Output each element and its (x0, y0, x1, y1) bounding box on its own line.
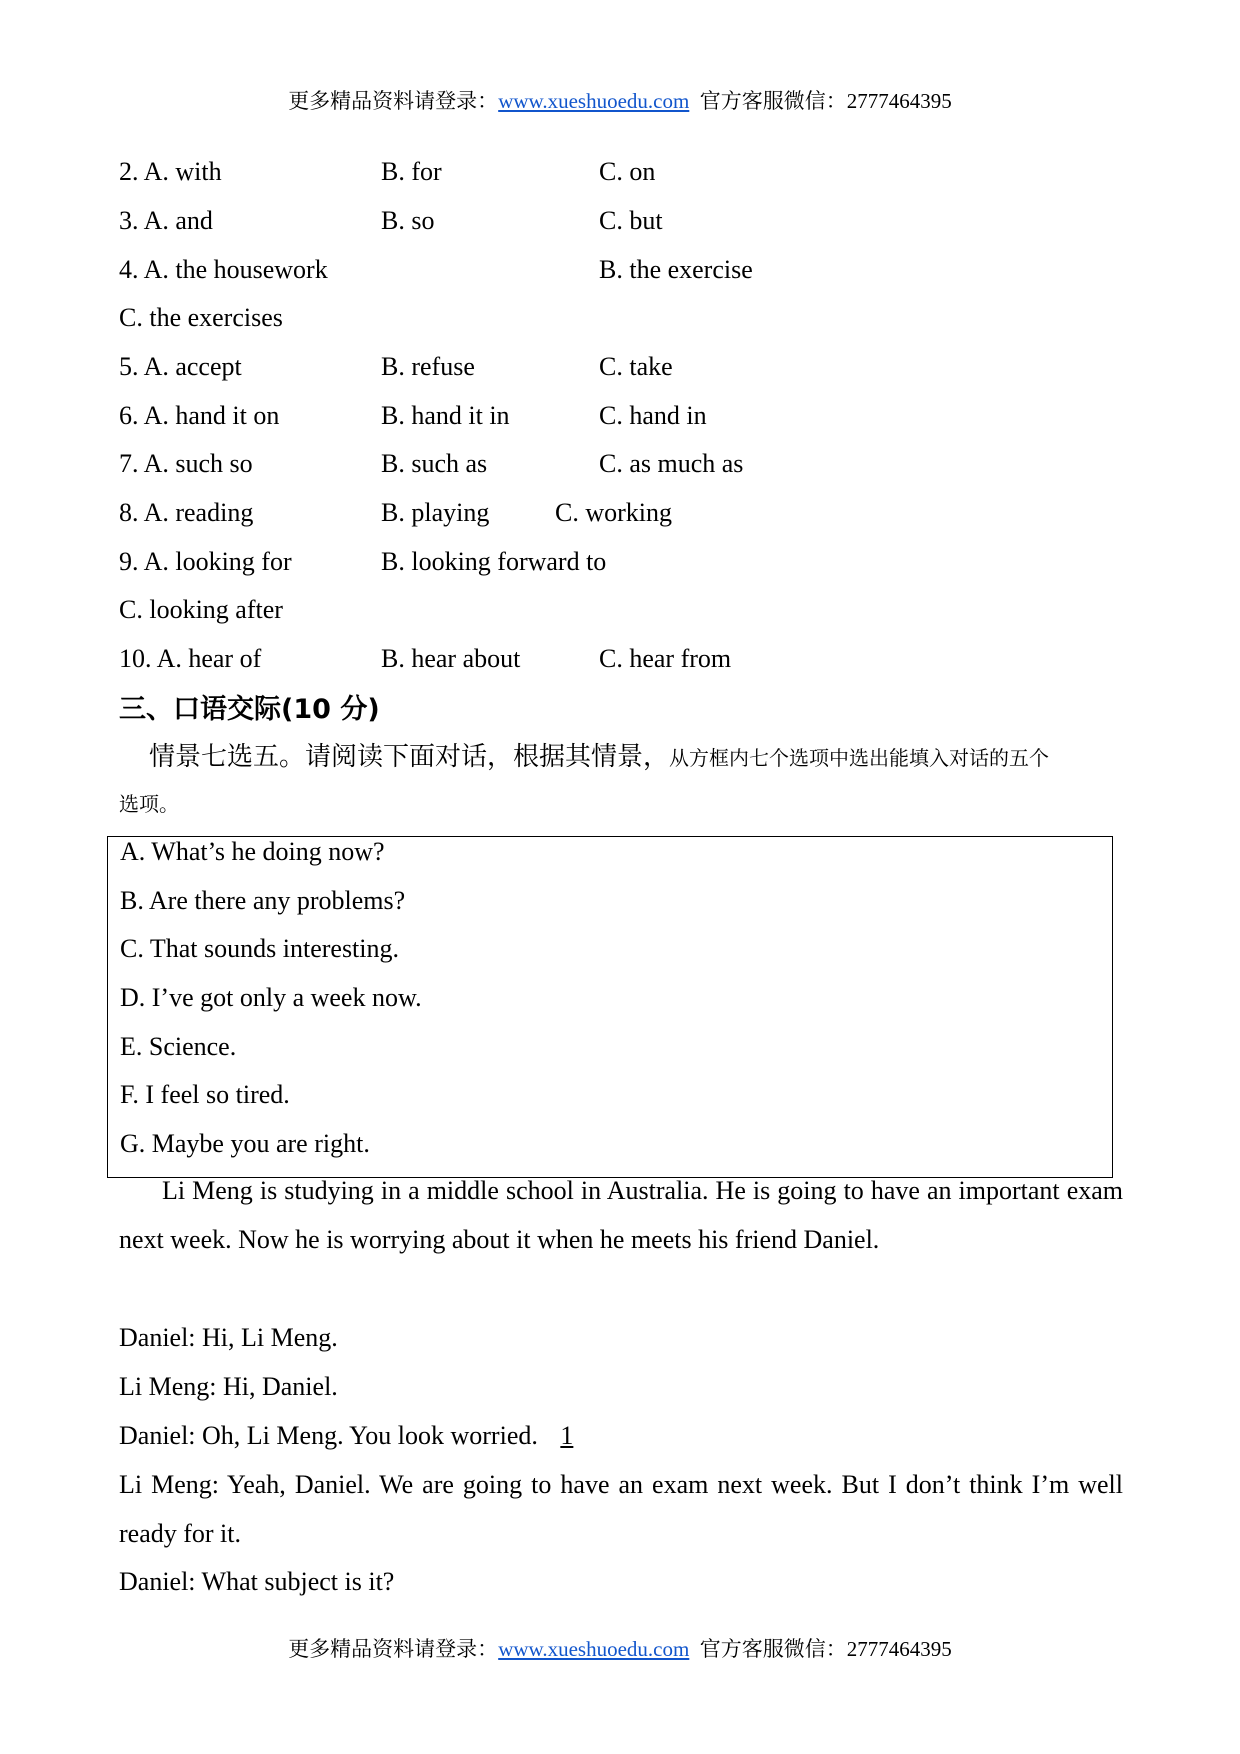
instruction-tail: 选项。 (119, 792, 179, 816)
box-option-g: G. Maybe you are right. (120, 1129, 370, 1158)
option-c: C. as much as (599, 449, 744, 478)
section-instruction (119, 740, 1123, 777)
option-c: C. the exercises (119, 303, 283, 332)
option-a: A. such so (143, 449, 253, 478)
option-b: B. playing (381, 498, 490, 527)
option-a: A. reading (143, 498, 254, 527)
dialogue-line: Daniel: Hi, Li Meng. (119, 1323, 338, 1352)
option-c: C. take (599, 352, 673, 381)
question-row-7 (119, 448, 744, 480)
question-row-6 (119, 400, 707, 432)
box-option-d: D. I’ve got only a week now. (120, 983, 422, 1012)
footer-suffix: 官方客服微信：2777464395 (699, 1637, 952, 1661)
section-title: 三、口语交际(10 分) (119, 694, 380, 725)
option-c: C. hand in (599, 401, 707, 430)
option-c: C. hear from (599, 644, 732, 673)
page-header (0, 88, 1240, 114)
box-option-f: F. I feel so tired. (120, 1080, 290, 1109)
footer-prefix: 更多精品资料请登录： (288, 1637, 499, 1661)
option-b: B. refuse (381, 352, 475, 381)
question-number: 10. (119, 644, 152, 673)
option-a: A. and (143, 206, 213, 235)
question-row-8 (119, 497, 672, 529)
box-option-a: A. What’s he doing now? (120, 837, 385, 866)
header-suffix: 官方客服微信：2777464395 (699, 89, 952, 113)
question-number: 8. (119, 498, 139, 527)
instruction-main: 情景七选五。请阅读下面对话，根据其情景， (149, 742, 670, 772)
question-number: 3. (119, 206, 139, 235)
option-b: B. such as (381, 449, 488, 478)
question-row-2 (119, 156, 656, 188)
question-row-9 (119, 546, 607, 578)
option-b: B. the exercise (599, 255, 753, 284)
header-link[interactable]: www.xueshuoedu.com (498, 89, 690, 113)
option-a: A. hand it on (143, 401, 280, 430)
option-b: B. hear about (381, 644, 521, 673)
option-c: C. working (555, 498, 672, 527)
dialogue-line: Li Meng: Hi, Daniel. (119, 1372, 338, 1401)
option-a: A. the housework (143, 255, 328, 284)
option-a: A. accept (143, 352, 242, 381)
box-option-c: C. That sounds interesting. (120, 934, 400, 963)
question-row-4-continued (119, 302, 283, 334)
page-footer (0, 1636, 1240, 1662)
section-instruction-tail (119, 790, 1123, 820)
box-option-b: B. Are there any problems? (120, 886, 406, 915)
option-a: A. with (143, 157, 222, 186)
header-prefix: 更多精品资料请登录： (288, 89, 499, 113)
dialogue-line (119, 1411, 1123, 1460)
option-a: A. hear of (156, 644, 262, 673)
option-c: C. looking after (119, 595, 283, 624)
option-a: A. looking for (143, 547, 292, 576)
passage-paragraph: Li Meng is studying in a middle school in Australia. He is going to have an important exam next week. Now he is worrying about it when he meets his friend Daniel. (119, 1176, 1123, 1254)
question-number: 9. (119, 547, 139, 576)
question-number: 5. (119, 352, 139, 381)
question-row-5 (119, 351, 673, 383)
question-row-4 (119, 254, 753, 286)
dialogue-text: Daniel: Oh, Li Meng. You look worried. (119, 1421, 538, 1450)
options-box (107, 836, 1113, 1178)
option-c: C. on (599, 157, 656, 186)
answer-blank[interactable]: 1 (560, 1421, 574, 1450)
question-number: 4. (119, 255, 139, 284)
option-b: B. for (381, 157, 442, 186)
option-b: B. so (381, 206, 435, 235)
dialogue-line: Li Meng: Yeah, Daniel. We are going to have an exam next week. But I don’t think I’m well ready for it. (119, 1470, 1123, 1548)
option-b: B. hand it in (381, 401, 510, 430)
question-number: 6. (119, 401, 139, 430)
footer-link[interactable]: www.xueshuoedu.com (498, 1637, 690, 1661)
box-option-e: E. Science. (120, 1032, 237, 1061)
option-b: B. looking forward to (381, 547, 607, 576)
question-number: 2. (119, 157, 139, 186)
question-number: 7. (119, 449, 139, 478)
question-row-3 (119, 205, 663, 237)
option-c: C. but (599, 206, 663, 235)
dialogue-line: Daniel: What subject is it? (119, 1567, 395, 1596)
question-row-10 (119, 643, 732, 675)
instruction-continued: 从方框内七个选项中选出能填入对话的五个 (669, 746, 1050, 770)
question-row-9-continued (119, 594, 283, 626)
